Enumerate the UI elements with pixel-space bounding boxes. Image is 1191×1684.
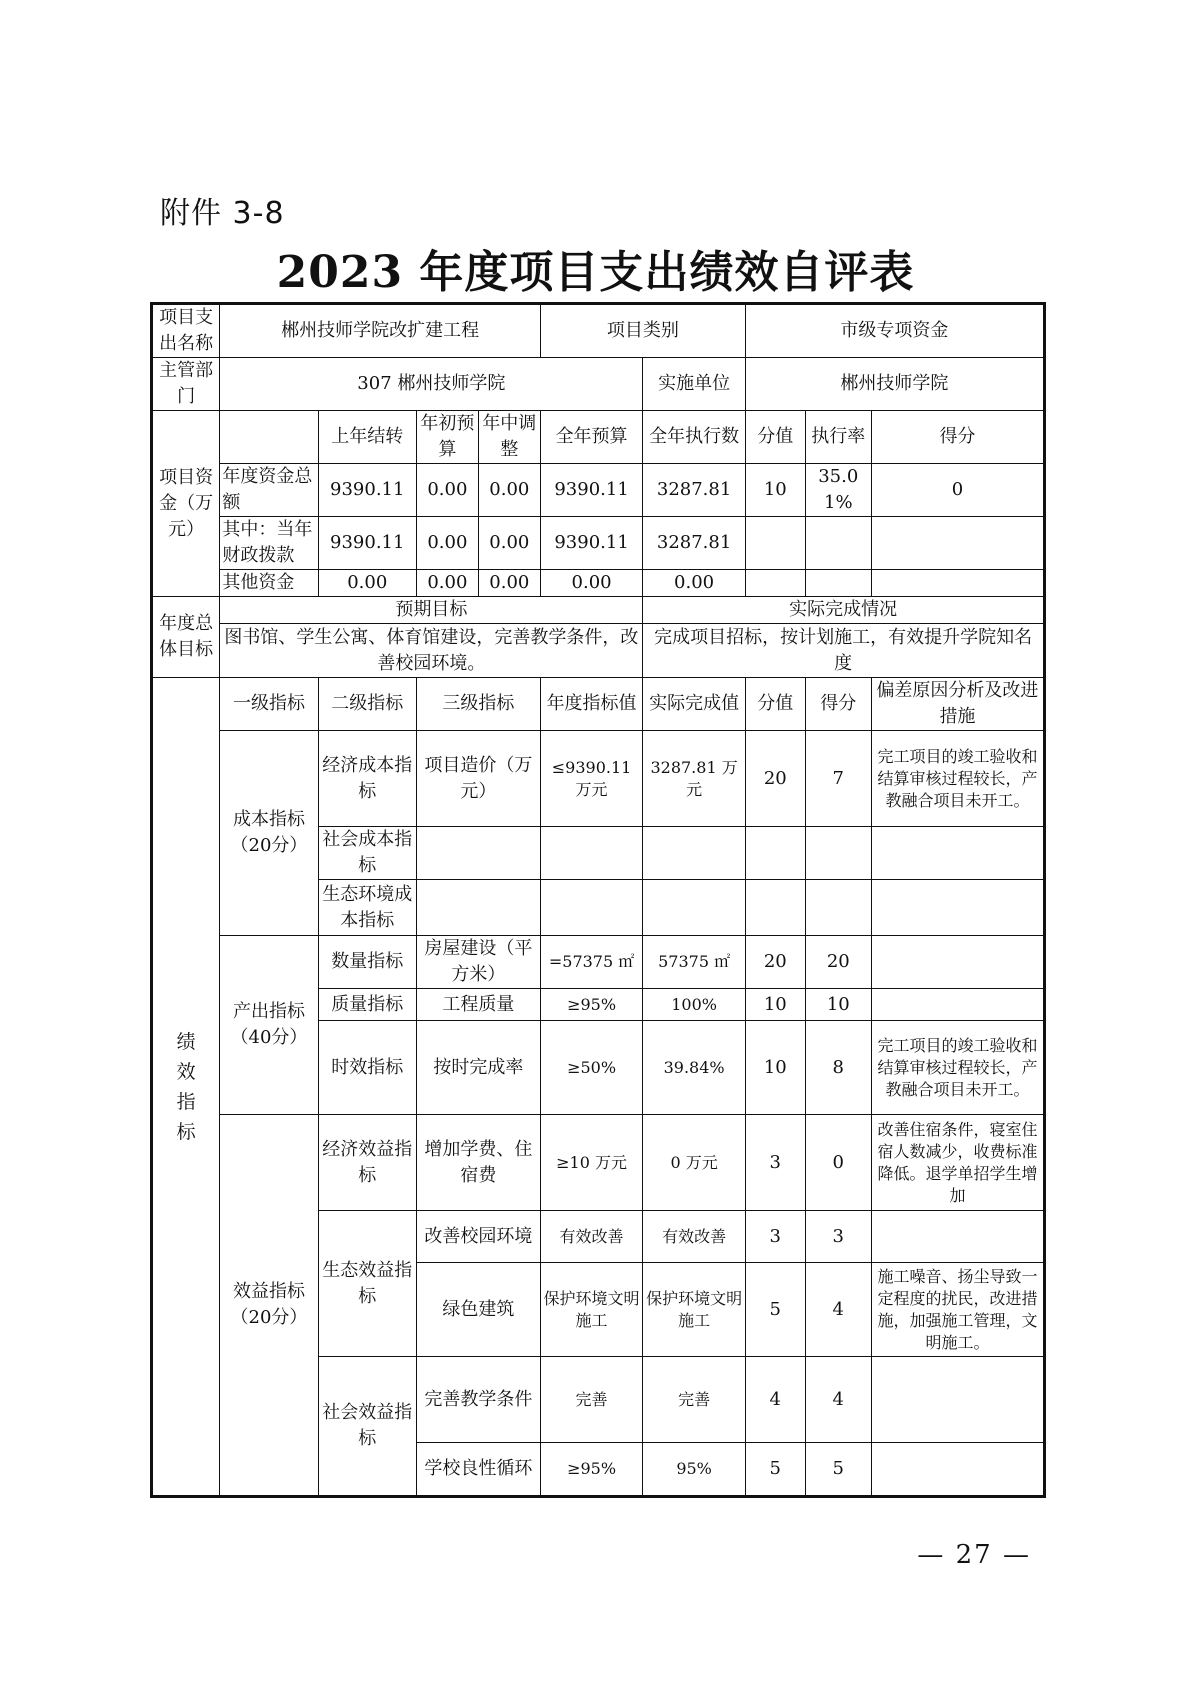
perf-header: 得分 [805, 678, 871, 731]
funds-cell: 0.00 [416, 464, 478, 517]
funds-header: 全年执行数 [643, 411, 746, 464]
funds-row-label: 其他资金 [220, 570, 318, 597]
target-cell: 有效改善 [540, 1211, 643, 1263]
target-cell [540, 880, 643, 936]
funds-label: 项目资金（万元） [152, 411, 220, 597]
got-cell: 8 [805, 1021, 871, 1115]
funds-cell: 9390.11 [318, 464, 416, 517]
level1-cell: 成本指标（20分） [220, 731, 318, 936]
project-category-label: 项目类别 [540, 304, 745, 358]
score-cell: 3 [745, 1115, 805, 1211]
actual-cell: 完善 [643, 1357, 746, 1443]
perf-header: 三级指标 [416, 678, 540, 731]
funds-cell [871, 570, 1044, 597]
project-name-label: 项目支出名称 [152, 304, 220, 358]
actual-cell: 57375 ㎡ [643, 936, 746, 989]
score-cell: 5 [745, 1443, 805, 1497]
funds-cell [805, 517, 871, 570]
funds-cell [745, 517, 805, 570]
got-cell: 4 [805, 1357, 871, 1443]
score-cell: 20 [745, 936, 805, 989]
project-name: 郴州技师学院改扩建工程 [220, 304, 540, 358]
project-category: 市级专项资金 [745, 304, 1044, 358]
page-number: — 27 — [917, 1540, 1031, 1570]
funds-row [152, 464, 1045, 517]
level2-cell: 生态环境成本指标 [318, 880, 416, 936]
perf-header: 偏差原因分析及改进措施 [871, 678, 1044, 731]
level3-cell: 房屋建设（平方米） [416, 936, 540, 989]
funds-cell: 3287.81 [643, 464, 746, 517]
score-cell: 5 [745, 1263, 805, 1357]
reason-cell [871, 1443, 1044, 1497]
funds-cell: 0.00 [643, 570, 746, 597]
funds-header: 执行率 [805, 411, 871, 464]
performance-table [150, 302, 1046, 1498]
level3-cell: 增加学费、住宿费 [416, 1115, 540, 1211]
level1-cell: 效益指标（20分） [220, 1115, 318, 1497]
funds-header: 得分 [871, 411, 1044, 464]
actual-cell: 保护环境文明施工 [643, 1263, 746, 1357]
level2-cell: 社会成本指标 [318, 827, 416, 880]
target-cell: =57375 ㎡ [540, 936, 643, 989]
funds-header: 年中调整 [478, 411, 540, 464]
got-cell [805, 880, 871, 936]
goals-expected: 图书馆、学生公寓、体育馆建设，完善教学条件，改善校园环境。 [220, 624, 643, 678]
funds-cell: 0.00 [478, 464, 540, 517]
funds-cell: 0 [871, 464, 1044, 517]
level2-cell: 经济成本指标 [318, 731, 416, 827]
actual-cell: 100% [643, 989, 746, 1021]
reason-cell: 完工项目的竣工验收和结算审核过程较长，产教融合项目未开工。 [871, 1021, 1044, 1115]
got-cell [805, 827, 871, 880]
funds-cell: 0.00 [478, 570, 540, 597]
level3-cell [416, 827, 540, 880]
actual-cell: 有效改善 [643, 1211, 746, 1263]
actual-cell: 95% [643, 1443, 746, 1497]
level3-cell [416, 880, 540, 936]
got-cell: 7 [805, 731, 871, 827]
perf-header: 实际完成值 [643, 678, 746, 731]
score-cell: 10 [745, 1021, 805, 1115]
funds-cell: 0.00 [416, 517, 478, 570]
funds-cell: 3287.81 [643, 517, 746, 570]
got-cell: 0 [805, 1115, 871, 1211]
funds-cell: 0.00 [416, 570, 478, 597]
table-row [152, 731, 1045, 827]
target-cell [540, 827, 643, 880]
target-cell: ≥10 万元 [540, 1115, 643, 1211]
score-cell: 4 [745, 1357, 805, 1443]
reason-cell [871, 936, 1044, 989]
table-row [152, 1115, 1045, 1211]
funds-cell: 10 [745, 464, 805, 517]
target-cell: ≥95% [540, 1443, 643, 1497]
score-cell: 3 [745, 1211, 805, 1263]
perf-header: 年度指标值 [540, 678, 643, 731]
target-cell: ≥50% [540, 1021, 643, 1115]
perf-header: 二级指标 [318, 678, 416, 731]
target-cell: 完善 [540, 1357, 643, 1443]
perf-label [152, 678, 220, 1497]
got-cell: 10 [805, 989, 871, 1021]
got-cell: 5 [805, 1443, 871, 1497]
level2-cell: 时效指标 [318, 1021, 416, 1115]
funds-cell: 0.00 [478, 517, 540, 570]
actual-cell: 3287.81 万元 [643, 731, 746, 827]
actual-cell: 39.84% [643, 1021, 746, 1115]
reason-cell [871, 1357, 1044, 1443]
funds-header: 分值 [745, 411, 805, 464]
level3-cell: 绿色建筑 [416, 1263, 540, 1357]
funds-header: 年初预算 [416, 411, 478, 464]
perf-header: 一级指标 [220, 678, 318, 731]
impl-label: 实施单位 [643, 358, 746, 411]
funds-header: 上年结转 [318, 411, 416, 464]
funds-header-blank [220, 411, 318, 464]
perf-label-text: 绩效指标 [176, 1030, 196, 1143]
level2-cell: 数量指标 [318, 936, 416, 989]
target-cell: ≥95% [540, 989, 643, 1021]
level3-cell: 改善校园环境 [416, 1211, 540, 1263]
level3-cell: 工程质量 [416, 989, 540, 1021]
score-cell: 20 [745, 731, 805, 827]
goals-expected-header: 预期目标 [220, 597, 643, 624]
impl-value: 郴州技师学院 [745, 358, 1044, 411]
level3-cell: 学校良性循环 [416, 1443, 540, 1497]
dept-value: 307 郴州技师学院 [220, 358, 643, 411]
reason-cell: 施工噪音、扬尘导致一定程度的扰民，改进措施，加强施工管理，文明施工。 [871, 1263, 1044, 1357]
funds-cell: 0.00 [540, 570, 643, 597]
funds-cell: 9390.11 [318, 517, 416, 570]
reason-cell: 完工项目的竣工验收和结算审核过程较长，产教融合项目未开工。 [871, 731, 1044, 827]
page-title: 2023 年度项目支出绩效自评表 [276, 247, 915, 298]
funds-row-label: 年度资金总额 [220, 464, 318, 517]
level3-cell: 完善教学条件 [416, 1357, 540, 1443]
funds-cell [871, 517, 1044, 570]
level2-cell: 生态效益指标 [318, 1211, 416, 1357]
goals-actual-header: 实际完成情况 [643, 597, 1045, 624]
actual-cell [643, 827, 746, 880]
perf-header: 分值 [745, 678, 805, 731]
goals-actual: 完成项目招标，按计划施工，有效提升学院知名度 [643, 624, 1045, 678]
funds-cell: 0.00 [318, 570, 416, 597]
reason-cell [871, 880, 1044, 936]
level2-cell: 质量指标 [318, 989, 416, 1021]
table-row [152, 936, 1045, 989]
reason-cell [871, 827, 1044, 880]
reason-cell [871, 1211, 1044, 1263]
level1-cell: 产出指标（40分） [220, 936, 318, 1115]
score-cell [745, 880, 805, 936]
funds-cell: 9390.11 [540, 464, 643, 517]
reason-cell [871, 989, 1044, 1021]
target-cell: ≤9390.11 万元 [540, 731, 643, 827]
funds-cell [805, 570, 871, 597]
actual-cell [643, 880, 746, 936]
level3-cell: 按时完成率 [416, 1021, 540, 1115]
funds-cell: 9390.11 [540, 517, 643, 570]
target-cell: 保护环境文明施工 [540, 1263, 643, 1357]
funds-cell [745, 570, 805, 597]
dept-label: 主管部门 [152, 358, 220, 411]
score-cell [745, 827, 805, 880]
reason-cell: 改善住宿条件，寝室住宿人数减少，收费标准降低。退学单招学生增加 [871, 1115, 1044, 1211]
goals-label: 年度总体目标 [152, 597, 220, 678]
got-cell: 3 [805, 1211, 871, 1263]
funds-row-label: 其中：当年财政拨款 [220, 517, 318, 570]
attachment-label: 附件 3-8 [160, 196, 285, 231]
funds-header: 全年预算 [540, 411, 643, 464]
score-cell: 10 [745, 989, 805, 1021]
funds-cell: 35.01% [805, 464, 871, 517]
level2-cell: 社会效益指标 [318, 1357, 416, 1497]
level2-cell: 经济效益指标 [318, 1115, 416, 1211]
funds-row [152, 570, 1045, 597]
actual-cell: 0 万元 [643, 1115, 746, 1211]
got-cell: 4 [805, 1263, 871, 1357]
got-cell: 20 [805, 936, 871, 989]
funds-row [152, 517, 1045, 570]
level3-cell: 项目造价（万元） [416, 731, 540, 827]
